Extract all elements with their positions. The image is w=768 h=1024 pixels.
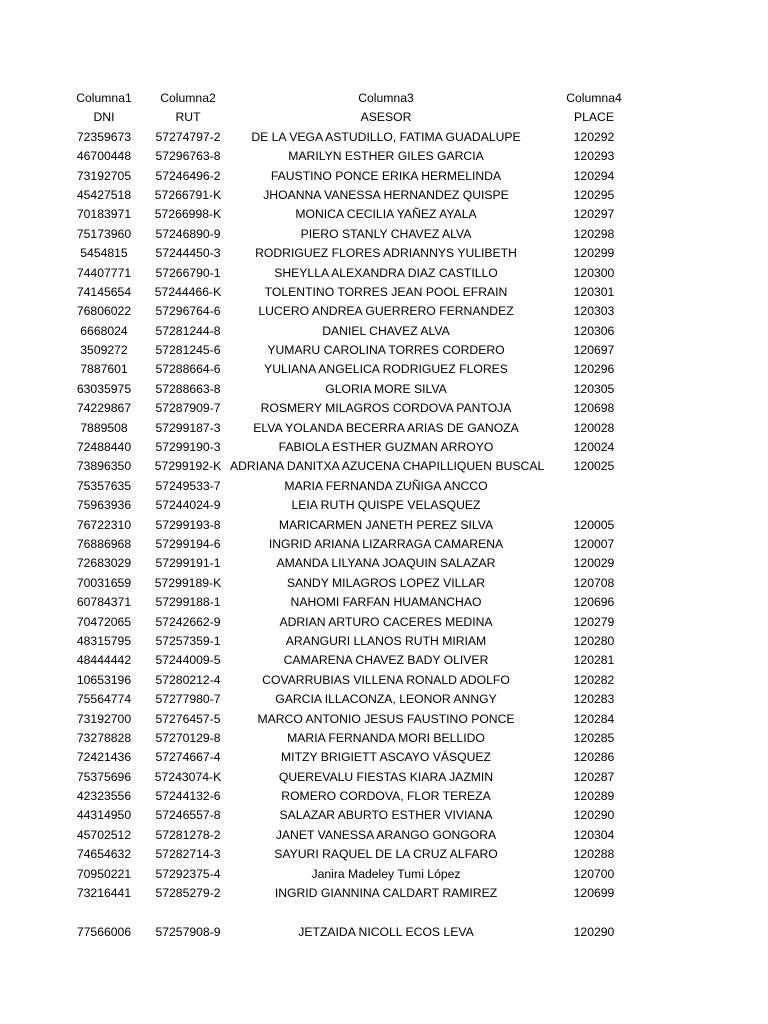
dni-cell[interactable]: 75375696 (76, 769, 132, 784)
place-cell[interactable]: 120303 (573, 304, 615, 319)
asesor-cell[interactable]: JHOANNA VANESSA HERNANDEZ QUISPE (263, 187, 509, 202)
dni-cell[interactable]: 74407771 (76, 265, 132, 280)
asesor-cell[interactable]: COVARRUBIAS VILLENA RONALD ADOLFO (262, 672, 510, 687)
rut-cell[interactable]: 57282714-3 (155, 847, 221, 862)
place-cell[interactable]: 120286 (573, 750, 615, 765)
header-row-names (62, 89, 662, 108)
place-cell[interactable]: 120289 (573, 789, 615, 804)
asesor-cell[interactable]: INGRID GIANNINA CALDART RAMIREZ (274, 886, 498, 901)
place-cell[interactable]: 120279 (573, 614, 615, 629)
place-cell[interactable]: 120700 (573, 866, 615, 881)
dni-cell[interactable]: 70031659 (76, 575, 132, 590)
rut-cell[interactable]: 57299188-1 (155, 595, 221, 610)
rut-cell[interactable]: 57257908-9 (155, 924, 221, 939)
rut-cell[interactable]: 57299192-K (154, 459, 222, 474)
asesor-cell[interactable]: ADRIANA DANITXA AZUCENA CHAPILLIQUEN BUSCAL (230, 459, 545, 474)
asesor-cell[interactable]: ELVA YOLANDA BECERRA ARIAS DE GANOZA (253, 420, 519, 435)
asesor-cell[interactable]: MONICA CECILIA YAÑEZ AYALA (295, 207, 477, 222)
rut-cell[interactable]: 57244466-K (154, 284, 222, 299)
place-cell[interactable]: 120285 (573, 730, 615, 745)
dni-cell[interactable]: 45702512 (76, 827, 132, 842)
place-cell[interactable] (542, 477, 646, 496)
rut-cell[interactable]: 57299193-8 (155, 517, 221, 532)
place-cell[interactable]: 120305 (573, 381, 615, 396)
place-cell[interactable]: 120296 (573, 362, 615, 377)
rut-cell[interactable]: 57266790-1 (155, 265, 221, 280)
rut-cell[interactable]: 57292375-4 (155, 866, 221, 881)
asesor-cell[interactable]: LEIA RUTH QUISPE VELASQUEZ (291, 498, 481, 513)
asesor-cell[interactable]: YULIANA ANGELICA RODRIGUEZ FLORES (264, 362, 508, 377)
asesor-cell[interactable]: PIERO STANLY CHAVEZ ALVA (300, 226, 472, 241)
asesor-cell[interactable]: SALAZAR ABURTO ESTHER VIVIANA (279, 808, 493, 823)
rut-cell[interactable]: 57281244-8 (155, 323, 221, 338)
table-row (62, 593, 662, 612)
rut-cell[interactable]: 57246557-8 (155, 808, 221, 823)
place-cell[interactable]: 120301 (573, 284, 615, 299)
rut-cell[interactable]: 57288663-8 (155, 381, 221, 396)
table-row (62, 186, 662, 205)
asesor-cell[interactable]: Janira Madeley Tumi López (311, 866, 461, 881)
dni-cell[interactable]: 46700448 (76, 149, 132, 164)
dni-cell[interactable]: 77566006 (76, 924, 132, 939)
place-cell[interactable]: 120007 (573, 536, 615, 551)
place-cell[interactable]: 120298 (573, 226, 615, 241)
table-row (62, 710, 662, 729)
header-cell[interactable]: DNI (93, 110, 115, 125)
place-cell[interactable]: 120294 (573, 168, 615, 183)
table-row (62, 264, 662, 283)
dni-cell[interactable]: 70183971 (76, 207, 132, 222)
rut-cell[interactable]: 57270129-8 (155, 730, 221, 745)
dni-cell[interactable]: 7889508 (80, 420, 128, 435)
asesor-cell[interactable]: QUEREVALU FIESTAS KIARA JAZMIN (278, 769, 494, 784)
header-cell[interactable]: Columna1 (76, 91, 132, 105)
dni-cell[interactable]: 72488440 (76, 440, 132, 455)
place-cell[interactable]: 120284 (573, 711, 615, 726)
dni-cell[interactable]: 10653196 (76, 672, 132, 687)
table-row (62, 632, 662, 651)
dni-cell[interactable]: 3509272 (80, 343, 128, 358)
table-row (62, 671, 662, 690)
place-cell[interactable]: 120029 (573, 556, 615, 571)
header-cell[interactable]: ASESOR (360, 110, 412, 125)
dni-cell[interactable]: 72683029 (76, 556, 132, 571)
dni-cell[interactable]: 75173960 (76, 226, 132, 241)
asesor-cell[interactable]: ROMERO CORDOVA, FLOR TEREZA (281, 789, 491, 804)
asesor-cell[interactable]: MITZY BRIGIETT ASCAYO VÁSQUEZ (281, 750, 491, 765)
asesor-cell[interactable]: SAYURI RAQUEL DE LA CRUZ ALFARO (274, 847, 498, 862)
asesor-cell[interactable]: MARILYN ESTHER GILES GARCIA (288, 149, 484, 164)
asesor-cell[interactable]: SHEYLLA ALEXANDRA DIAZ CASTILLO (274, 265, 498, 280)
asesor-cell[interactable]: AMANDA LILYANA JOAQUIN SALAZAR (276, 556, 496, 571)
table-body (62, 128, 662, 942)
place-cell[interactable]: 120025 (573, 459, 615, 474)
place-cell[interactable]: 120699 (573, 886, 615, 901)
table-row (62, 205, 662, 224)
header-cell[interactable]: PLACE (574, 110, 614, 125)
rut-cell[interactable]: 57266791-K (154, 187, 222, 202)
place-cell[interactable]: 120698 (573, 401, 615, 416)
asesor-cell[interactable]: GARCIA ILLACONZA, LEONOR ANNGY (275, 692, 497, 707)
table-row (62, 438, 662, 457)
rut-cell[interactable]: 57280212-4 (155, 672, 221, 687)
dni-cell[interactable]: 74229867 (76, 401, 132, 416)
rut-cell[interactable]: 57246496-2 (155, 168, 221, 183)
table-row (62, 768, 662, 787)
rut-cell[interactable]: 57274667-4 (155, 750, 221, 765)
table-row (62, 360, 662, 379)
place-cell[interactable]: 120295 (573, 187, 615, 202)
place-cell[interactable]: 120300 (573, 265, 615, 280)
table-row (62, 496, 662, 515)
table-row (62, 225, 662, 244)
table-row (62, 729, 662, 748)
table-row (62, 865, 662, 884)
table-row (62, 826, 662, 845)
asesor-cell[interactable]: FAUSTINO PONCE ERIKA HERMELINDA (270, 168, 502, 183)
blank-row (62, 903, 662, 922)
rut-cell[interactable]: 57288664-6 (155, 362, 221, 377)
header-cell[interactable]: Columna3 (358, 91, 414, 105)
dni-cell[interactable]: 72359673 (76, 129, 132, 144)
header-cell[interactable]: Columna4 (566, 91, 622, 105)
rut-cell[interactable]: 57296763-8 (155, 149, 221, 164)
table-row (62, 322, 662, 341)
header-cell[interactable]: Columna2 (160, 91, 216, 105)
rut-cell[interactable]: 57266998-K (154, 207, 222, 222)
table-row (62, 457, 662, 476)
rut-cell[interactable]: 57274797-2 (155, 129, 221, 144)
dni-cell[interactable]: 73278828 (76, 730, 132, 745)
dni-cell[interactable]: 75963936 (76, 498, 132, 513)
table-row (62, 651, 662, 670)
dni-cell[interactable]: 73192700 (76, 711, 132, 726)
dni-cell[interactable]: 73896350 (76, 459, 132, 474)
rut-cell[interactable]: 57299187-3 (155, 420, 221, 435)
spreadsheet-table (62, 89, 662, 942)
table-row (62, 884, 662, 903)
rut-cell[interactable]: 57244024-9 (155, 498, 221, 513)
place-cell[interactable]: 120290 (573, 924, 615, 939)
asesor-cell[interactable]: RODRIGUEZ FLORES ADRIANNYS YULIBETH (255, 246, 517, 261)
table-row (62, 923, 662, 942)
rut-cell[interactable]: 57299189-K (154, 575, 222, 590)
asesor-cell[interactable]: JETZAIDA NICOLL ECOS LEVA (298, 924, 474, 939)
place-cell[interactable]: 120283 (573, 692, 615, 707)
table-row (62, 477, 662, 496)
rut-cell[interactable]: 57249533-7 (155, 478, 221, 493)
place-cell[interactable]: 120282 (573, 672, 615, 687)
table-row (62, 806, 662, 825)
table-row (62, 845, 662, 864)
table-row (62, 244, 662, 263)
place-cell[interactable]: 120304 (573, 827, 615, 842)
dni-cell[interactable]: 73216441 (76, 886, 132, 901)
table-row (62, 419, 662, 438)
rut-cell[interactable]: 57299190-3 (155, 440, 221, 455)
table-row (62, 128, 662, 147)
place-cell[interactable]: 120297 (573, 207, 615, 222)
rut-cell[interactable]: 57244132-6 (155, 789, 221, 804)
dni-cell[interactable]: 60784371 (76, 595, 132, 610)
place-cell[interactable]: 120290 (573, 808, 615, 823)
dni-cell[interactable]: 63035975 (76, 381, 132, 396)
dni-cell[interactable]: 45427518 (76, 187, 132, 202)
place-cell[interactable]: 120028 (573, 420, 615, 435)
rut-cell[interactable]: 57281278-2 (155, 827, 221, 842)
asesor-cell[interactable]: MARIA FERNANDA MORI BELLIDO (287, 730, 485, 745)
header-row-labels (62, 108, 662, 127)
dni-cell[interactable]: 76806022 (76, 304, 132, 319)
asesor-cell[interactable]: LUCERO ANDREA GUERRERO FERNANDEZ (258, 304, 514, 319)
dni-cell[interactable]: 76722310 (76, 517, 132, 532)
place-cell[interactable]: 120281 (573, 653, 615, 668)
header-cell[interactable]: RUT (175, 110, 201, 125)
asesor-cell[interactable]: MARICARMEN JANETH PEREZ SILVA (278, 517, 494, 532)
rut-cell[interactable]: 57242662-9 (155, 614, 221, 629)
rut-cell[interactable]: 57276457-5 (155, 711, 221, 726)
place-cell[interactable]: 120005 (573, 517, 615, 532)
rut-cell[interactable]: 57287909-7 (155, 401, 221, 416)
place-cell[interactable] (542, 496, 646, 515)
dni-cell[interactable]: 75564774 (76, 692, 132, 707)
table-row (62, 690, 662, 709)
asesor-cell[interactable]: DANIEL CHAVEZ ALVA (322, 323, 450, 338)
rut-cell[interactable]: 57244009-5 (155, 653, 221, 668)
dni-cell[interactable]: 48444442 (76, 653, 132, 668)
rut-cell[interactable]: 57246890-9 (155, 226, 221, 241)
dni-cell[interactable]: 7887601 (80, 362, 128, 377)
rut-cell[interactable]: 57296764-6 (155, 304, 221, 319)
table-row (62, 574, 662, 593)
place-cell[interactable]: 120696 (573, 595, 615, 610)
dni-cell[interactable]: 42323556 (76, 789, 132, 804)
rut-cell[interactable]: 57243074-K (154, 769, 222, 784)
asesor-cell[interactable]: GLORIA MORE SILVA (325, 381, 447, 396)
dni-cell[interactable]: 44314950 (76, 808, 132, 823)
asesor-cell[interactable]: MARCO ANTONIO JESUS FAUSTINO PONCE (257, 711, 515, 726)
asesor-cell[interactable]: ARANGURI LLANOS RUTH MIRIAM (285, 633, 487, 648)
rut-cell[interactable]: 57285279-2 (155, 886, 221, 901)
asesor-cell[interactable]: MARIA FERNANDA ZUÑIGA ANCCO (284, 478, 488, 493)
table-row (62, 535, 662, 554)
asesor-cell[interactable]: DE LA VEGA ASTUDILLO, FATIMA GUADALUPE (251, 129, 521, 144)
place-cell[interactable]: 120708 (573, 575, 615, 590)
dni-cell[interactable]: 74145654 (76, 284, 132, 299)
place-cell[interactable]: 120293 (573, 149, 615, 164)
dni-cell[interactable]: 74654632 (76, 847, 132, 862)
rut-cell[interactable]: 57244450-3 (155, 246, 221, 261)
table-row (62, 748, 662, 767)
place-cell[interactable]: 120306 (573, 323, 615, 338)
rut-cell[interactable]: 57277980-7 (155, 692, 221, 707)
dni-cell[interactable]: 5454815 (80, 246, 128, 261)
place-cell[interactable]: 120288 (573, 847, 615, 862)
asesor-cell[interactable]: NAHOMI FARFAN HUAMANCHAO (290, 595, 482, 610)
table-row (62, 380, 662, 399)
asesor-cell[interactable]: ROSMERY MILAGROS CORDOVA PANTOJA (260, 401, 512, 416)
place-cell[interactable]: 120697 (573, 343, 615, 358)
asesor-cell[interactable]: YUMARU CAROLINA TORRES CORDERO (267, 343, 505, 358)
table-row (62, 399, 662, 418)
table-row (62, 283, 662, 302)
asesor-cell[interactable]: ADRIAN ARTURO CACERES MEDINA (279, 614, 493, 629)
dni-cell[interactable]: 70472065 (76, 614, 132, 629)
rut-cell[interactable]: 57257359-1 (155, 633, 221, 648)
dni-cell[interactable]: 72421436 (76, 750, 132, 765)
asesor-cell[interactable]: JANET VANESSA ARANGO GONGORA (275, 827, 497, 842)
asesor-cell[interactable]: INGRID ARIANA LIZARRAGA CAMARENA (268, 536, 504, 551)
table-row (62, 516, 662, 535)
asesor-cell[interactable]: FABIOLA ESTHER GUZMAN ARROYO (278, 440, 494, 455)
asesor-cell[interactable]: SANDY MILAGROS LOPEZ VILLAR (286, 575, 486, 590)
table-row (62, 787, 662, 806)
table-row (62, 341, 662, 360)
table-row (62, 613, 662, 632)
place-cell[interactable]: 120287 (573, 769, 615, 784)
dni-cell[interactable]: 73192705 (76, 168, 132, 183)
dni-cell[interactable]: 76886968 (76, 536, 132, 551)
dni-cell[interactable]: 70950221 (76, 866, 132, 881)
asesor-cell[interactable]: CAMARENA CHAVEZ BADY OLIVER (283, 653, 489, 668)
table-row (62, 167, 662, 186)
asesor-cell[interactable]: TOLENTINO TORRES JEAN POOL EFRAIN (264, 284, 508, 299)
rut-cell[interactable]: 57281245-6 (155, 343, 221, 358)
table-row (62, 302, 662, 321)
rut-cell[interactable]: 57299194-6 (155, 536, 221, 551)
place-cell[interactable]: 120280 (573, 633, 615, 648)
dni-cell[interactable]: 48315795 (76, 633, 132, 648)
dni-cell[interactable]: 75357635 (76, 478, 132, 493)
table-row (62, 147, 662, 166)
dni-cell[interactable]: 6668024 (80, 323, 128, 338)
place-cell[interactable]: 120024 (573, 440, 615, 455)
table-row (62, 554, 662, 573)
rut-cell[interactable]: 57299191-1 (155, 556, 221, 571)
place-cell[interactable]: 120299 (573, 246, 615, 261)
place-cell[interactable]: 120292 (573, 129, 615, 144)
